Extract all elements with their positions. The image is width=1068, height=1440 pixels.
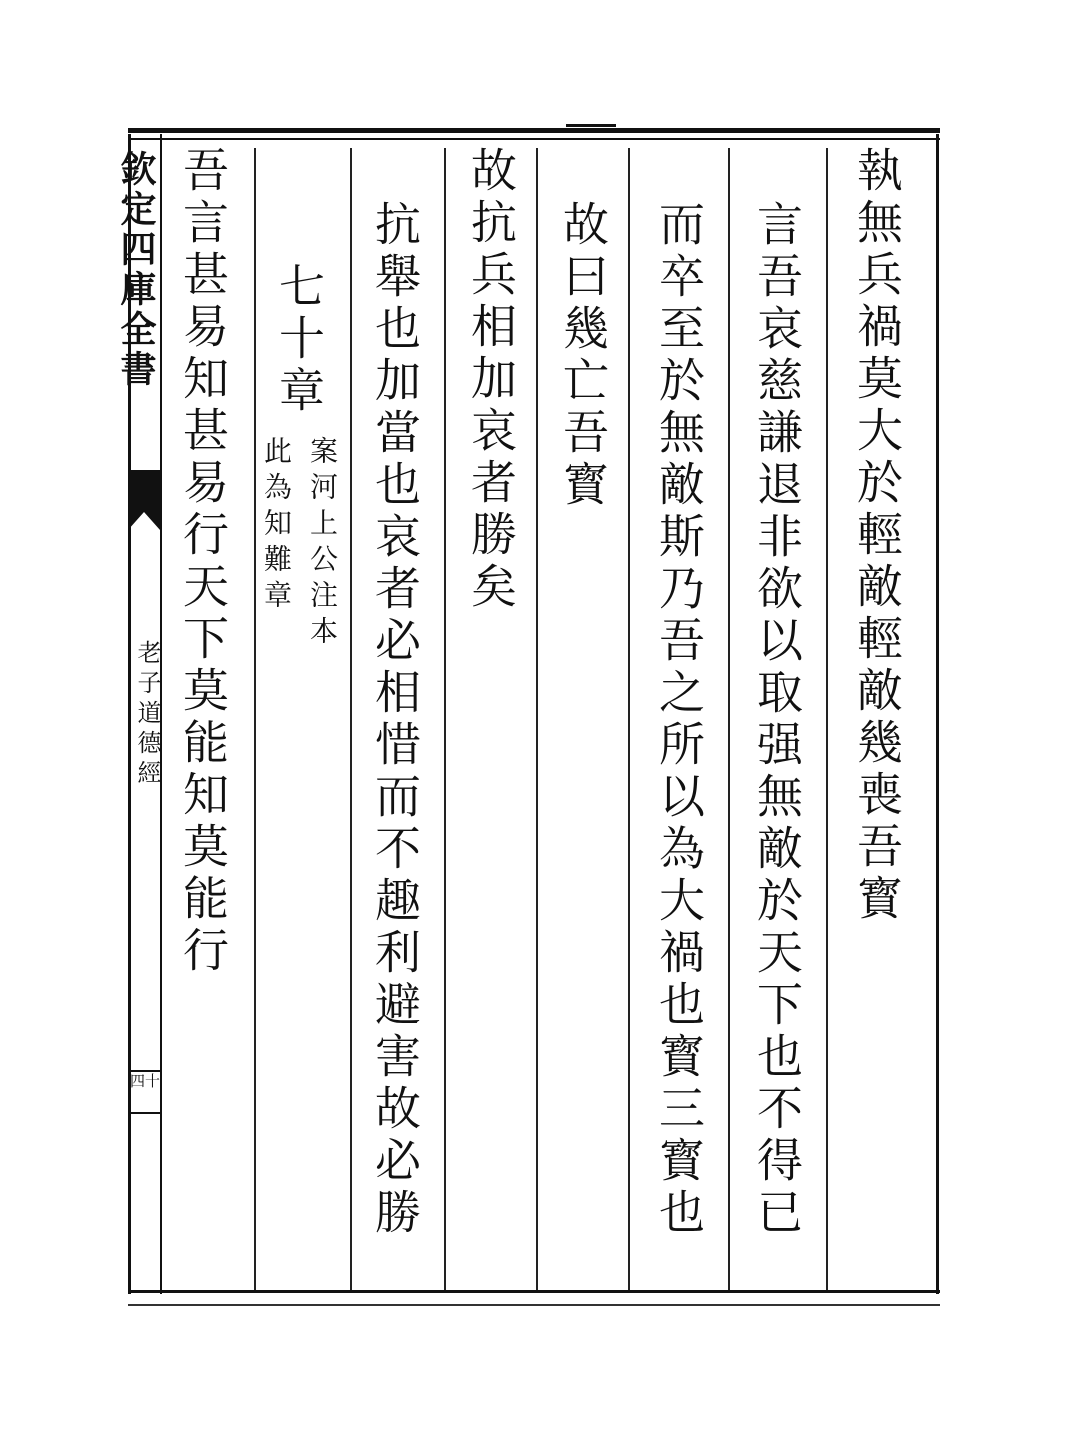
library-title: 欽定四庫全書 — [115, 150, 157, 390]
top-center-mark — [566, 124, 616, 127]
text-column-2: 言吾哀慈謙退非欲以取强無敵於天下也不得已 — [750, 200, 804, 1240]
bottom-border-inner-rule — [128, 1304, 940, 1306]
right-border-rule — [936, 134, 939, 1294]
fish-tail-mark — [128, 470, 160, 530]
column-divider — [254, 148, 256, 1290]
chapter-note-right: 案河上公注本 — [306, 436, 339, 652]
column-divider — [350, 148, 352, 1290]
text-column-8: 吾言甚易知甚易行天下莫能知莫能行 — [176, 146, 230, 978]
text-column-5: 故抗兵相加哀者勝矣 — [464, 146, 518, 614]
column-divider — [444, 148, 446, 1290]
column-divider — [728, 148, 730, 1290]
column-divider — [628, 148, 630, 1290]
text-column-1: 執無兵禍莫大於輕敵輕敵幾喪吾寳 — [850, 146, 904, 926]
column-divider — [536, 148, 538, 1290]
chapter-heading: 七十章 — [272, 262, 326, 418]
top-border-rule — [128, 128, 940, 133]
book-title: 老子道德經 — [133, 640, 161, 790]
text-column-4: 故曰幾亡吾寳 — [556, 200, 610, 512]
text-column-3: 而卒至於無敵斯乃吾之所以為大禍也寳三寳也 — [652, 200, 706, 1240]
chapter-note-left: 此為知難章 — [260, 436, 293, 616]
page-number: 四十 — [130, 1070, 160, 1114]
top-border-inner-rule — [128, 138, 940, 140]
bottom-border-rule — [128, 1290, 940, 1293]
column-divider — [826, 148, 828, 1290]
text-column-6: 抗舉也加當也哀者必相惜而不趣利避害故必勝 — [368, 200, 422, 1240]
